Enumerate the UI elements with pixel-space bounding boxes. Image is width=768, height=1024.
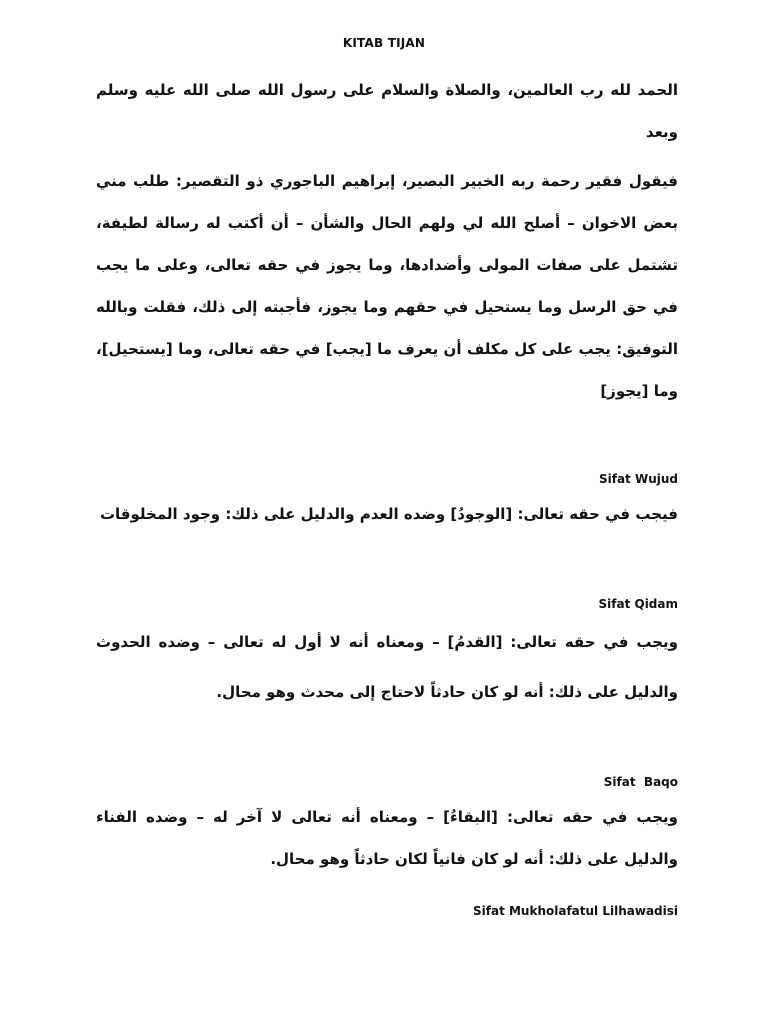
heading-sifat-baqo: Sifat Baqo (603, 775, 678, 789)
paragraph-baqo: ويجب في حقه تعالى: [البقاءُ] – ومعناه أنه تعالى لا آخر له – وضده الفناء والدليل على ذلك: أنه لو كان فانياً لكان حادثاً وهو محال. (96, 808, 678, 868)
paragraph-wujud: فيجب في حقه تعالى: [الوجودُ] وضده العدم والدليل على ذلك: وجود المخلوقات (99, 505, 678, 523)
paragraph-introduction: فيقول فقير رحمة ربه الخبير البصير، إبراهيم الباجوري ذو التقصير: طلب مني بعض الاخوان – أصلح الله لي ولهم الحال والشأن – أن أكتب له رسالة لطيفة، تشتمل على صفات المولى وأضدادها، وما يجوز في حقه تعالى، وعلى ما يجب في حق الرسل وما يستحيل في حقهم وما يجوز، فأجبته إلى ذلك، فقلت وبالله التوفيق: يجب على كل مكلف أن يعرف ما [يجب] في حقه تعالى، وما [يستحيل]، وما [يجوز] (96, 172, 678, 400)
paragraph-qidam: ويجب في حقه تعالى: [القدمُ] – ومعناه أنه لا أول له تعالى – وضده الحدوث والدليل على ذلك: أنه لو كان حادثاً لاحتاج إلى محدث وهو محال. (96, 633, 678, 701)
heading-sifat-qidam: Sifat Qidam (598, 597, 678, 611)
document-title: KITAB TIJAN (342, 36, 426, 50)
paragraph-opening-praise: الحمد لله رب العالمين، والصلاة والسلام على رسول الله صلى الله عليه وسلم وبعد (96, 81, 678, 141)
heading-sifat-mukholafatul: Sifat Mukholafatul Lilhawadisi (473, 904, 678, 918)
heading-sifat-wujud: Sifat Wujud (598, 472, 678, 486)
